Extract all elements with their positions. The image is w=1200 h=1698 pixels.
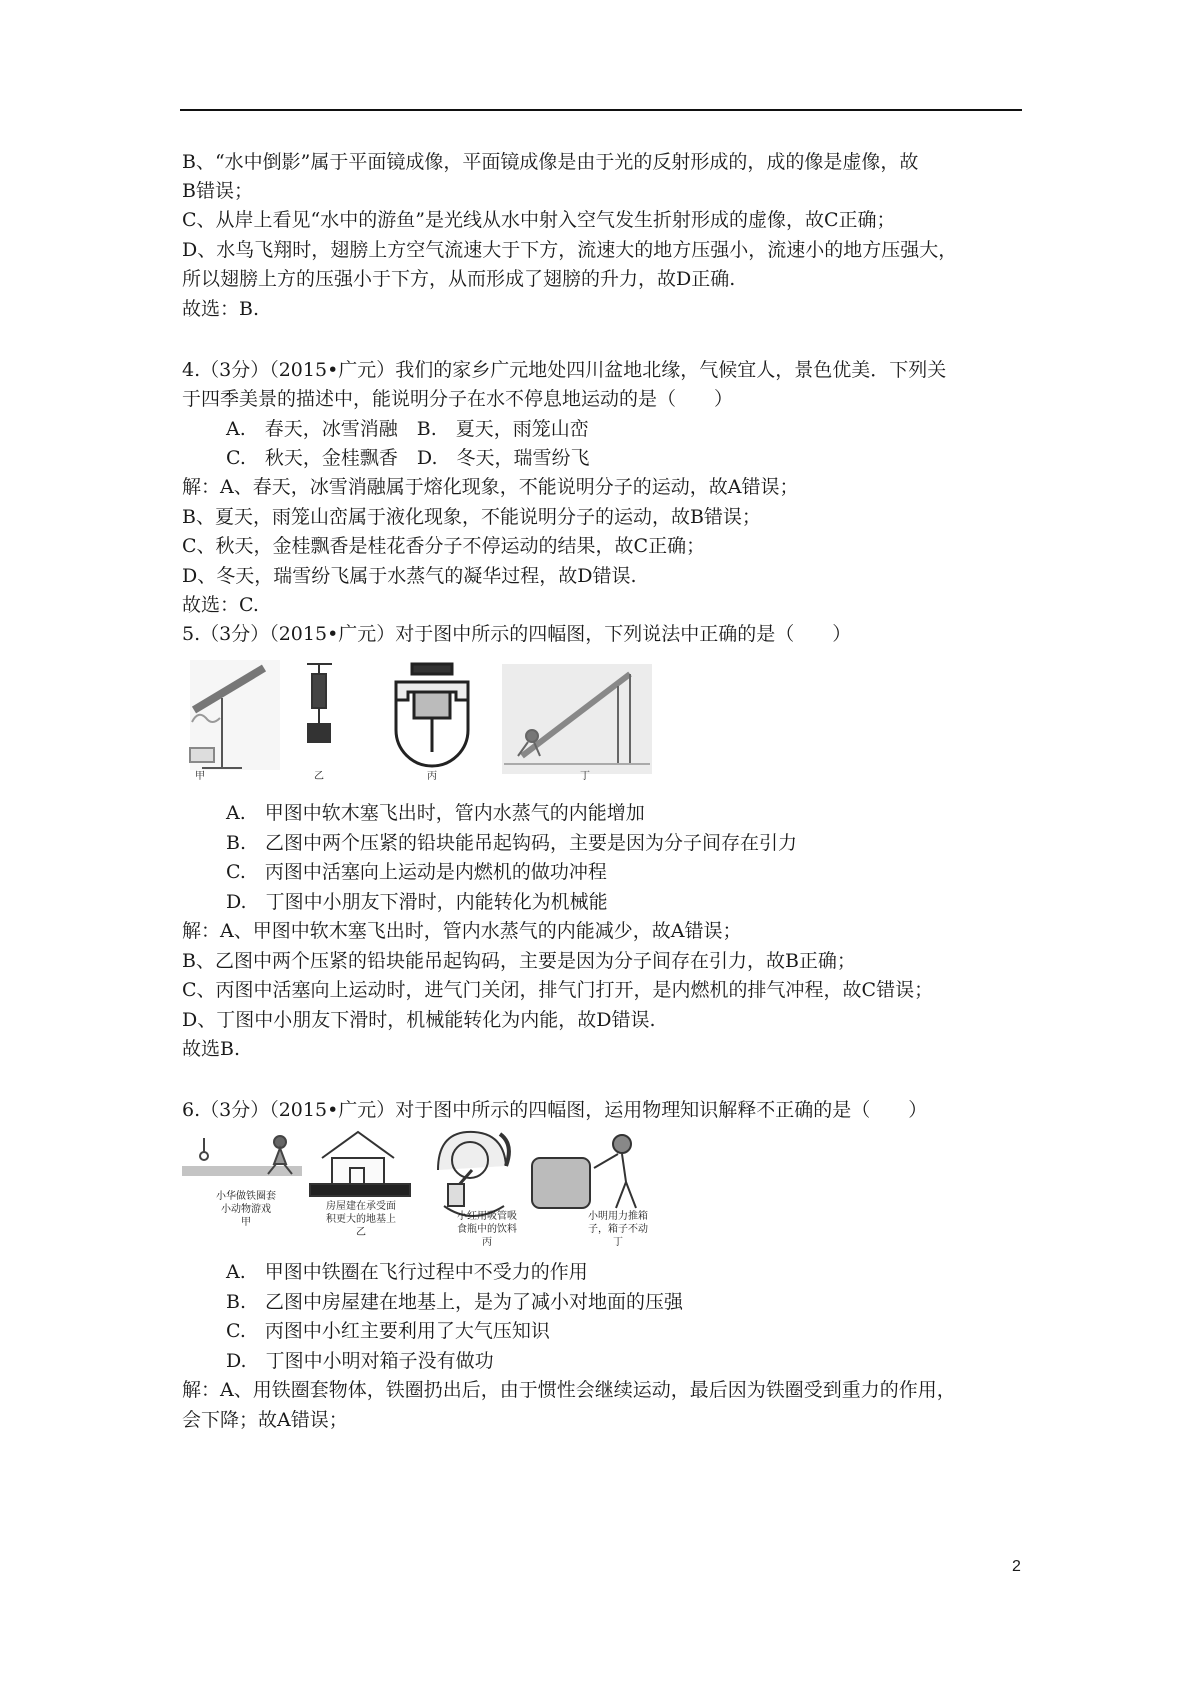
- q6-fig-ding: [532, 1135, 636, 1208]
- q5-fig-caption-yi: 乙: [314, 771, 324, 782]
- page-number: 2: [1012, 1558, 1021, 1575]
- q4-answer: 故选：C.: [182, 594, 259, 616]
- q6-option-d: D. 丁图中小明对箱子没有做功: [226, 1350, 494, 1372]
- q5-answer: 故选B.: [182, 1038, 241, 1060]
- q6-stem: 6.（3分）（2015•广元）对于图中所示的四幅图，运用物理知识解释不正确的是（ ）: [182, 1099, 928, 1121]
- q6-fig-ding-label: 丁: [613, 1237, 623, 1248]
- q4-stem-cont: 于四季美景的描述中，能说明分子在水不停息地运动的是（ ）: [182, 388, 734, 410]
- q5-solution-c: C、丙图中活塞向上运动时，进气门关闭，排气门打开，是内燃机的排气冲程，故C错误；: [182, 979, 934, 1001]
- q3-solution-d: D、水鸟飞翔时，翅膀上方空气流速大于下方，流速大的地方压强小，流速小的地方压强大，: [182, 239, 958, 261]
- q5-fig-caption-bing: 丙: [427, 771, 437, 782]
- q5-solution-b: B、乙图中两个压紧的铅块能吊起钩码，主要是因为分子间存在引力，故B正确；: [182, 950, 856, 972]
- q5-option-a: A. 甲图中软木塞飞出时，管内水蒸气的内能增加: [226, 802, 645, 824]
- q4-options-row1: A. 春天，冰雪消融 B. 夏天，雨笼山峦: [226, 418, 589, 440]
- q3-solution-c: C、从岸上看见“水中的游鱼”是光线从水中射入空气发生折射形成的虚像，故C正确；: [182, 209, 896, 231]
- q6-solution-a-cont: 会下降；故A错误；: [182, 1409, 348, 1431]
- q4-solution-d: D、冬天，瑞雪纷飞属于水蒸气的凝华过程，故D错误.: [182, 565, 637, 587]
- q6-fig-ding-caption1: 小明用力推箱: [588, 1211, 648, 1222]
- header-rule: [180, 109, 1022, 111]
- q5-solution-d: D、丁图中小朋友下滑时，机械能转化为内能，故D错误.: [182, 1009, 656, 1031]
- q6-fig-ding-caption2: 子，箱子不动: [588, 1224, 648, 1235]
- q5-figure: [182, 660, 702, 790]
- q5-fig-bing: [396, 664, 468, 766]
- q4-options-row2: C. 秋天，金桂飘香 D. 冬天，瑞雪纷飞: [226, 447, 590, 469]
- q6-fig-yi-label: 乙: [356, 1227, 366, 1238]
- q5-option-c: C. 丙图中活塞向上运动是内燃机的做功冲程: [226, 861, 607, 883]
- q6-fig-jia-caption1: 小华做铁圈套: [216, 1191, 276, 1202]
- q6-solution-a: 解：A、用铁圈套物体，铁圈扔出后，由于惯性会继续运动，最后因为铁圈受到重力的作用，: [182, 1379, 956, 1401]
- q6-option-a: A. 甲图中铁圈在飞行过程中不受力的作用: [226, 1261, 588, 1283]
- q5-option-b: B. 乙图中两个压紧的铅块能吊起钩码，主要是因为分子间存在引力: [226, 832, 798, 854]
- q6-fig-bing-caption2: 食瓶中的饮料: [457, 1224, 517, 1235]
- q5-fig-caption-ding: 丁: [580, 771, 590, 782]
- q3-solution-b: B、“水中倒影”属于平面镜成像，平面镜成像是由于光的反射形成的，成的像是虚像，故: [182, 151, 919, 173]
- q5-option-d: D. 丁图中小朋友下滑时，内能转化为机械能: [226, 891, 608, 913]
- q6-fig-jia-label: 甲: [241, 1217, 251, 1228]
- q4-solution-a: 解：A、春天，冰雪消融属于熔化现象，不能说明分子的运动，故A错误；: [182, 476, 799, 498]
- q6-fig-bing-caption1: 小红用吸管吸: [457, 1211, 517, 1222]
- q5-fig-ding: [502, 664, 652, 774]
- q5-fig-yi: [307, 664, 332, 742]
- q3-solution-d-cont: 所以翅膀上方的压强小于下方，从而形成了翅膀的升力，故D正确.: [182, 268, 736, 290]
- q5-stem: 5.（3分）（2015•广元）对于图中所示的四幅图，下列说法中正确的是（ ）: [182, 623, 852, 645]
- q5-fig-jia: [190, 660, 280, 770]
- q5-fig-caption-jia: 甲: [195, 771, 205, 782]
- q6-fig-jia-caption2: 小动物游戏: [221, 1204, 271, 1215]
- q6-fig-yi-caption1: 房屋建在承受面: [326, 1201, 396, 1212]
- q3-solution-b-cont: B错误；: [182, 180, 253, 202]
- q6-fig-yi: [310, 1132, 410, 1196]
- q6-fig-yi-caption2: 积更大的地基上: [326, 1214, 396, 1225]
- q6-fig-bing: [438, 1132, 509, 1216]
- q3-answer: 故选：B.: [182, 298, 260, 320]
- q6-fig-jia: [182, 1136, 302, 1176]
- q4-solution-c: C、秋天，金桂飘香是桂花香分子不停运动的结果，故C正确；: [182, 535, 706, 557]
- q4-stem: 4.（3分）（2015•广元）我们的家乡广元地处四川盆地北缘，气候宜人，景色优美．下列关: [182, 359, 947, 381]
- q6-option-b: B. 乙图中房屋建在地基上，是为了减小对地面的压强: [226, 1291, 684, 1313]
- q6-option-c: C. 丙图中小红主要利用了大气压知识: [226, 1320, 550, 1342]
- q5-solution-a: 解：A、甲图中软木塞飞出时，管内水蒸气的内能减少，故A错误；: [182, 920, 742, 942]
- q4-solution-b: B、夏天，雨笼山峦属于液化现象，不能说明分子的运动，故B错误；: [182, 506, 761, 528]
- q6-fig-bing-label: 丙: [482, 1237, 492, 1248]
